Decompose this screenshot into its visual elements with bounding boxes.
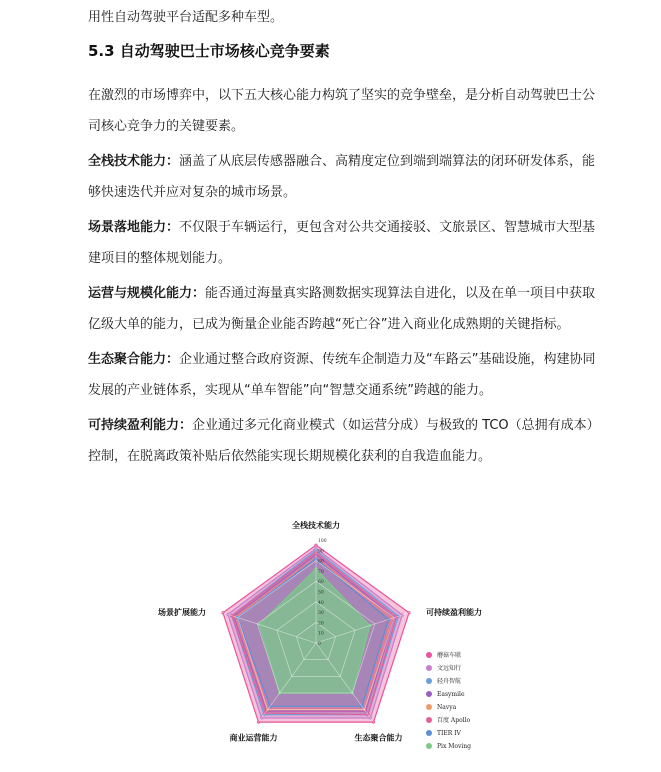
radar-axis-label: 全栈技术能力 [292,520,340,530]
item-line: 发展的产业链体系，实现从“单车智能”向“智慧交通系统”跨越的能力。 [88,383,492,398]
radar-tick-label: 30 [318,611,324,617]
radar-axis-label: 可持续盈利能力 [425,607,482,618]
item-text: 涵盖了从底层传感器融合、高精度定位到端到端算法的闭环研发体系，能 [179,154,596,169]
item-line: 控制，在脱离政策补贴后依然能实现长期规模化获利的自我造血能力。 [88,449,492,464]
legend-label: Easymile [437,691,465,698]
legend-label: 百度 Apollo [437,717,471,724]
radar-tick-label: 70 [318,569,324,575]
radar-tick-label: 90 [318,549,324,555]
item-term: 可持续盈利能力： [88,418,193,433]
item-term: 运营与规模化能力： [88,286,206,301]
item-line: 亿级大单的能力，已成为衡量企业能否跨越“死亡谷”进入商业化成熟期的关键指标。 [88,317,570,332]
legend-marker [426,665,432,671]
item-line [88,284,595,304]
radar-tick-label: 60 [318,580,324,586]
legend-marker [426,717,432,723]
radar-tick-label: 50 [318,590,324,596]
legend-label: 轻舟智航 [437,678,462,685]
radar-tick-label: 80 [318,559,324,565]
legend-label: TIER IV [437,730,461,737]
legend-label: 文远知行 [437,665,462,672]
paragraph-line: 在激烈的市场博弈中，以下五大核心能力构筑了坚实的竞争壁垒，是分析自动驾驶巴士公 [88,88,596,103]
item-line [88,350,596,370]
item-term: 场景落地能力： [88,220,180,235]
item-line: 建项目的整体规划能力。 [88,251,232,266]
item-term: 全栈技术能力： [88,154,180,169]
item-text: 企业通过整合政府资源、传统车企制造力及“车路云”基础设施，构建协同 [179,352,596,367]
item-line [88,152,595,172]
legend-marker [426,691,432,697]
item-term: 生态聚合能力： [88,352,180,367]
radar-tick-label: 10 [318,631,324,637]
legend-marker [426,704,432,710]
legend-label: 蘑菇车联 [437,652,462,659]
legend-label: Pix Moving [437,743,472,750]
legend-marker [426,730,432,736]
item-line [88,416,600,436]
legend-marker [426,743,432,749]
radar-tick-label: 40 [318,600,324,606]
radar-tick-label: 0 [318,642,321,647]
radar-chart [150,505,490,772]
item-line [88,218,595,238]
item-text: 企业通过多元化商业模式（如运营分成）与极致的 TCO（总拥有成本） [192,418,600,433]
legend-label: Navya [437,704,457,711]
legend-marker [426,678,432,684]
item-text: 能否通过海量真实路测数据实现算法自进化，以及在单一项目中获取 [205,286,596,301]
paragraph-line: 司核心竞争力的关键要素。 [88,119,245,134]
item-line: 够快速迭代并应对复杂的城市场景。 [88,185,297,200]
radar-tick-label: 100 [318,539,327,544]
radar-axis-label: 商业运营能力 [229,732,278,743]
legend-marker [426,652,432,658]
intro-line: 用性自动驾驶平台适配多种车型。 [88,10,284,25]
radar-axis-label: 场景扩展能力 [158,607,207,618]
radar-axis-label: 生态聚合能力 [354,732,403,743]
section-heading: 5.3 自动驾驶巴士市场核心竞争要素 [88,42,330,60]
radar-tick-label: 20 [318,621,324,627]
item-text: 不仅限于车辆运行，更包含对公共交通接驳、文旅景区、智慧城市大型基 [179,220,596,235]
